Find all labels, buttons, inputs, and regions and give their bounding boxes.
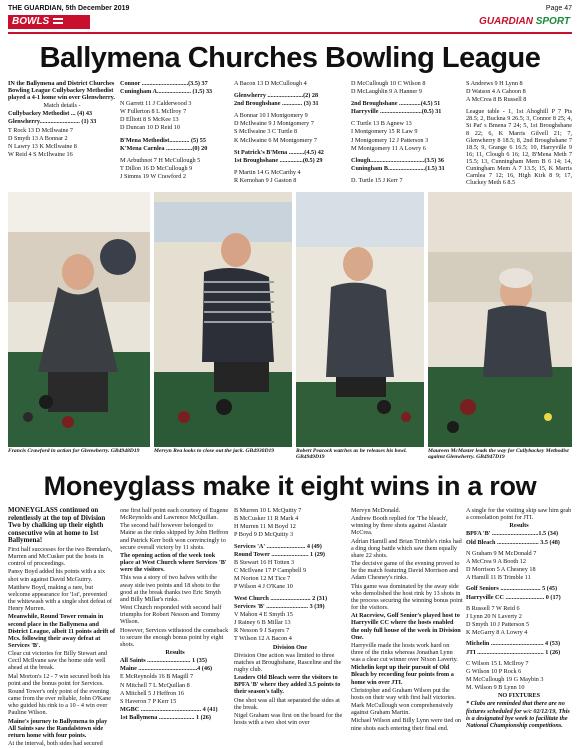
no-fixtures-label: NO FIXTURES: [497, 692, 541, 700]
result-line: V Mahon 4 E Smyth 15: [234, 610, 293, 618]
photo-mcmaster: [428, 192, 572, 447]
result-line: S McIlwaine 3 C Turtle 8: [234, 128, 298, 136]
paragraph: Michelin kept up their pursuit of Old Bleach by recording four points from a home win over JTI.: [351, 664, 454, 686]
result-line: B Russell 7 W Reid 6: [466, 604, 520, 612]
result-line: M Montgomery 11 A Lowry 6: [351, 144, 426, 152]
brand-logo: [479, 16, 570, 27]
result-line: J Rainey 6 B Millar 13: [234, 619, 291, 627]
result-line: M McCullough 19 G Maybin 3: [466, 675, 544, 683]
paragraph: This was a story of two halves with the away side two points and 18 shots to the good at the break thanks two Eric Smyth and Billy Millar's rinks.: [120, 574, 221, 603]
team-line: Golf Seniors .......................... 5 (45): [466, 585, 558, 593]
result-line: T Rock 13 D McIlwaine 7: [8, 126, 74, 134]
result-line: D Morrison 5 A Chesney 18: [466, 566, 536, 574]
result-line: A Hamill 11 B Trimble 11: [466, 574, 531, 582]
section-tag-decoration: [53, 18, 63, 24]
story2-col5: [466, 507, 572, 730]
results-label: Results: [509, 522, 529, 530]
photo-mcmaster-image: [428, 192, 572, 447]
story1-col5: [466, 80, 572, 187]
result-line: D McCullough 10 C Wilson 8: [351, 80, 426, 87]
result-line: J Simms 19 W Crawford 2: [120, 172, 186, 180]
team-line: All Saints ............................ 1 (35): [120, 657, 207, 665]
paragraph: Matthew Boyd, making a rare, but welcome appearance for '1st', prevented the whitewash with a single shot defeat of Henry Murren.: [8, 583, 112, 613]
photo-rea: [154, 192, 292, 447]
paragraph: Maine's journey to Ballymena to play All Saints saw the Randalstown side return home with four points.: [8, 717, 108, 739]
paragraph: However, Services withstood the comeback to secure the enough bonus point by eight shots.: [120, 626, 229, 648]
result-line: C Wilson 15 L McIlroy 7: [466, 659, 529, 667]
fixtures-note: * Clubs are reminded that there are no fixtures scheduled for w/c 02/12/19, This is a designated bye week to facilitate the National Championship competitions.: [466, 700, 570, 729]
photo-crawford-image: [8, 192, 150, 447]
result-line: M Norton 12 M Tice 7: [234, 575, 291, 583]
story1-lead: IN the Ballymena and District Churches Bowling League Cullybackey Methodist played a 4-1 home win over Glenwherry.: [8, 80, 115, 102]
team-line: Harryville CC ......................... 0 (17): [466, 593, 561, 601]
story2-col4: [351, 507, 463, 733]
paragraph: Division One action was limited to three matches at Broughshane, Rasceline and the rugby club.: [234, 651, 342, 673]
photo-strip: [8, 192, 572, 462]
section-tag: [8, 15, 90, 29]
result-line: N Graham 9 M McDonald 7: [466, 549, 537, 557]
results-label: Results: [165, 648, 185, 656]
result-line: N Mitchell 7 L McQuillan 8: [120, 681, 190, 689]
result-line: S Andrews 9 H Lynn 8: [466, 80, 523, 87]
result-line: W Fullerton 8 L McIlroy 7: [120, 108, 187, 116]
result-line: P Martin 14 G McCarthy 4: [234, 168, 301, 176]
team-line: Glenwherry .......................(2) 28: [234, 92, 319, 100]
result-line: A Mitchell 5 J Heffron 16: [120, 689, 184, 697]
team-line: Clough...................................(3.5) 36: [351, 156, 444, 164]
result-line: B Murren 10 L McQuitty 7: [234, 507, 302, 514]
paragraph: Mervyn McDonald.: [351, 507, 401, 514]
result-line: T Wilson 12 A Bacon 4: [234, 635, 292, 643]
team-line: Connor ..............................(3.5) 37: [120, 80, 208, 87]
caption-3: Robert Peacock watches as he releases his bowl. GB4949D19: [296, 448, 407, 461]
headline-2: Moneyglass make it eight wins in a row: [43, 471, 537, 501]
paragraph: Christopher and Graham Wilson put the hosts on their way with first half victories.: [351, 686, 456, 701]
result-line: D McIlwaine 9 J Montgomery 7: [234, 120, 314, 128]
result-line: D McLaughlin 9 A Hanner 9: [351, 88, 422, 96]
team-line: BPFA 'B' ..............................1.5 (34): [466, 530, 559, 538]
paragraph: The opening action of the week took place at West Church where Services 'B' were the visitors.: [120, 551, 227, 574]
result-line: P Boyd 9 D McQuitty 3: [234, 531, 294, 539]
paragraph: Adrian Hamill and Brian Trimble's rinks had a ding dong battle which saw them equally share 22 shots.: [351, 537, 462, 559]
story2-col1: [8, 507, 116, 748]
paragraph: Round Tower's only point of the evening came from the ever reliable, John O'Kane who guided his rink to a 10 - 4 win over Pauline Wilson.: [8, 687, 111, 717]
story1-columns: [8, 80, 572, 190]
paragraph: This game was dominated by the away side who demolished the host rink by 13 shots in the process securing the winning bonus point for the visitors.: [351, 582, 463, 612]
caption-4: Maureen McMaster leads the way for Cullybackey Methodist against Glenwherry. GB4947D19: [428, 448, 569, 461]
paragraph: one first half point each courtesy of Eugene McReynolds and Lawrence McQuillan.: [120, 507, 229, 522]
story2-lead: MONEYGLASS continued on relentlessly at the top of Division Two by chalking up their eighth consecutive win at home to 1st Ballymena!: [8, 506, 106, 545]
match-line-2: Glenwherry.......................... (1) 33: [8, 118, 97, 126]
team-line: MGBC ....................................... 4 (41): [120, 706, 218, 714]
paragraph: Pansy Boyd added his points with a six shot win against David McGuirry.: [8, 568, 106, 583]
page-header: [8, 2, 572, 14]
team-line: Round Tower ........................ 1 (29): [234, 550, 325, 558]
result-line: D Smyth 13 A Bonnar 2: [8, 134, 68, 142]
team-line: Services 'A' ......................... 4 (49): [234, 542, 322, 550]
paragraph: The decisive game of the evening proved to be the match featuring David Morrison and Adam Chesney's rinks.: [351, 560, 460, 582]
team-line: Cuningham A...................... (1.5) 33: [120, 88, 213, 96]
photo-crawford: [8, 192, 150, 447]
story1-col1: [8, 80, 116, 159]
brand-logo-a: GUARDIAN: [479, 16, 533, 27]
result-line: E McReynolds 16 B Magill 7: [120, 673, 194, 681]
paragraph: Mark McCullough won comprehensively against Graham Martin.: [351, 702, 454, 717]
paragraph: First half successes for the two Brendan's, Murren and McCusker put the hosts in control of proceedings.: [8, 545, 113, 568]
story1-col3: [234, 80, 346, 185]
result-line: K McGarry 8 A Lowry 4: [466, 629, 528, 637]
result-line: W Reid 4 S McIlwaine 16: [8, 150, 73, 158]
result-line: A McCrea 9 A Booth 12: [466, 557, 526, 565]
result-line: D Smyth 10 J Patterson 5: [466, 621, 530, 629]
result-line: C Turtle 13 B Agnew 13: [351, 120, 412, 128]
team-line: 2nd Broughshane ..............(4.5) 51: [351, 100, 441, 108]
team-line: Services 'B' ........................... 3 (39): [234, 602, 325, 610]
paragraph: At Raceview, Golf Senior's played host to Harryville CC where the hosts enabled the only full house of the week in Division One.: [351, 612, 461, 641]
result-line: H Murren 11 M Boyd 12: [234, 523, 296, 531]
paragraph: At the interval, both sides had secured: [8, 740, 103, 748]
result-line: T Dillon 16 D McCullough 9: [120, 164, 193, 172]
result-line: D. Turtle 15 J Kerr 7: [351, 176, 403, 184]
photo-rea-image: [154, 192, 292, 447]
paragraph: Andrew Booth replied for 'The bleach', winning by three shots against Alastair McCrea.: [351, 515, 448, 537]
headline-1: Ballymena Churches Bowling League: [39, 42, 541, 74]
paragraph: Meanwhile, Round Tower remain in second place in the Ballymena and District League, albeit 11 points adrift of Mcs. following their away defeat at Services 'B'.: [8, 613, 116, 649]
caption-2: Mervyn Rea looks to close out the jack. GB4930D19: [154, 448, 275, 454]
result-line: D Watson 4 A Cahoon 8: [466, 88, 526, 96]
result-line: M Arbuthnot 7 H McCullough 5: [120, 156, 201, 164]
result-line: A McCrea 8 B Russell 8: [466, 96, 527, 104]
paragraph: West Church responded with second half triumphs for Robert Nesson and Tommy Wilson.: [120, 604, 222, 626]
story2-columns: [8, 506, 572, 748]
team-line: 1st Ballymena ....................... 1 (26): [120, 714, 211, 722]
paper-date: THE GUARDIAN, 5th December 2019: [8, 4, 130, 12]
team-line: 2nd Broughshane ............. (3) 31: [234, 100, 319, 108]
paragraph: Harryville made the hosts work hard on three of the rinks whereas Jonathan Lynn was a clear cut winner over Nixon Laverty.: [351, 641, 458, 664]
result-line: A Bacon 13 D McCullough 4: [234, 80, 307, 87]
result-line: J Montgomery 12 J Patterson 3: [351, 136, 429, 144]
result-line: S Haveron 7 P Kerr 15: [120, 697, 177, 705]
story1-col4: [351, 80, 463, 185]
photo-peacock: [296, 192, 424, 447]
team-line: B'Mena Methodist............. (5) 55: [120, 136, 206, 144]
result-line: G Wilson 10 P Rock 6: [466, 667, 522, 675]
paragraph: Michael Wilson and Billy Lynn were tied on nine shots each entering their final end.: [351, 717, 462, 732]
result-line: R Nesson 9 J Sayers 7: [234, 627, 290, 635]
result-line: N Lawry 13 K McIlwaine 8: [8, 142, 77, 150]
section-tag-label: BOWLS: [12, 16, 50, 27]
result-line: D Duncan 10 D Reid 10: [120, 124, 180, 132]
result-line: P Wilson 4 J O'Kane 10: [234, 583, 293, 591]
team-line: 1st Broughshane ...............(0.5) 29: [234, 156, 323, 164]
team-line: Maine ......................................4 (46): [120, 665, 213, 673]
result-line: D Elliott 8 S McKee 13: [120, 116, 179, 124]
result-line: M. Wilson 9 B Lynn 10: [466, 684, 525, 692]
paragraph: A single for the visiting skip saw him grab a consolation point for JTI.: [466, 507, 572, 522]
paragraph: Nigel Graham was first on the board for the hosts with a two shot win over: [234, 711, 343, 727]
result-line: B McCusker 11 R Mark 4: [234, 515, 299, 523]
team-line: JTI ........................................... 1 (26): [466, 648, 561, 656]
team-line: K'Mena Carnlea .................(0) 20: [120, 144, 208, 152]
paragraph: Mal Morton's 12 - 7 win secured both his point and the bonus point for Services.: [8, 672, 111, 687]
brand-logo-b: SPORT: [535, 16, 570, 27]
team-line: St Patrick's B'Mena ..........(4.5) 42: [234, 148, 324, 156]
paragraph: One shot was all that separated the sides at the break.: [234, 696, 340, 711]
result-line: A Bonnar 10 I Montgomery 9: [234, 112, 308, 120]
paragraph: Clear cut victories for Billy Stewart and Cecil McIlvane saw the home side well ahead at the break.: [8, 650, 107, 672]
paragraph: Leaders Old Bleach were the visitors to BPFA 'B' where they added 3.5 points to their season's tally.: [234, 674, 341, 696]
match-line-1: Cullybackey Methodist ... (4) 43: [8, 110, 93, 118]
result-line: B Stewart 16 H Totten 3: [234, 558, 295, 566]
result-line: N Garrett 11 J Calderwood 3: [120, 100, 192, 108]
photo-peacock-image: [296, 192, 424, 447]
result-line: C McIlvane 17 P Campbell 9: [234, 567, 307, 575]
caption-1: Francis Crawford in action for Glenwherry. GB4948D19: [8, 448, 140, 454]
result-line: R Kernohan 9 J Gaston 8: [234, 176, 297, 184]
result-line: J Lynn 20 N Laverty 2: [466, 612, 522, 620]
result-line: I Montgomery 15 R Law 9: [351, 128, 418, 136]
story1-col2: [120, 80, 230, 181]
team-line: Harryville ...........................(0.5) 31: [351, 108, 442, 116]
header-rule: [8, 32, 572, 34]
story2-col3: [234, 507, 346, 727]
team-line: West Church .......................... 2 (31): [234, 594, 328, 602]
page-number: Page 47: [545, 4, 572, 12]
story2-col2: [120, 507, 230, 722]
division-one-label: Division One: [272, 643, 308, 651]
team-line: Old Bleach ........................... 3.5 (48): [466, 538, 560, 546]
result-line: K McIlwaine 6 M Montgomery 7: [234, 136, 318, 144]
match-details-label: Match details -: [43, 102, 81, 110]
team-line: Michelin .................................. 4 (53): [466, 640, 561, 648]
league-table: League table - 1, 1st Ahoghill P 7 Pts 28.5; 2, Buckna 9 26.5; 3, Connor 8 25; 4, St Pat' s Bmena 7 24; 5, 1st Broughshane 8 22; 6, K Marris Gilvell 21; 7, Glenwherry 8 18.5; 8, 2nd Broughshane 7 18.5; 9, Grange 6 16.5; 10, Harryville 9 16; 11, Clough 6 16; 12, B'Mena Meth 7 15.5; 13, Cunningham Mem B 6 14; 14, Cuningham Mem A 7 13.5; 15, K Marris Carnlea 7 12; 16, High Kirk 8 9; 17, Cluckey Meth 6 8.5: [466, 108, 572, 187]
team-line: Cuningham B........................(1.5) 31: [351, 164, 445, 172]
paragraph: The second half however belonged to Maine as the rinks skipped by John Heffron and Patrick Kerr both won convincingly to secure overall victory by 11 shots.: [120, 522, 229, 551]
